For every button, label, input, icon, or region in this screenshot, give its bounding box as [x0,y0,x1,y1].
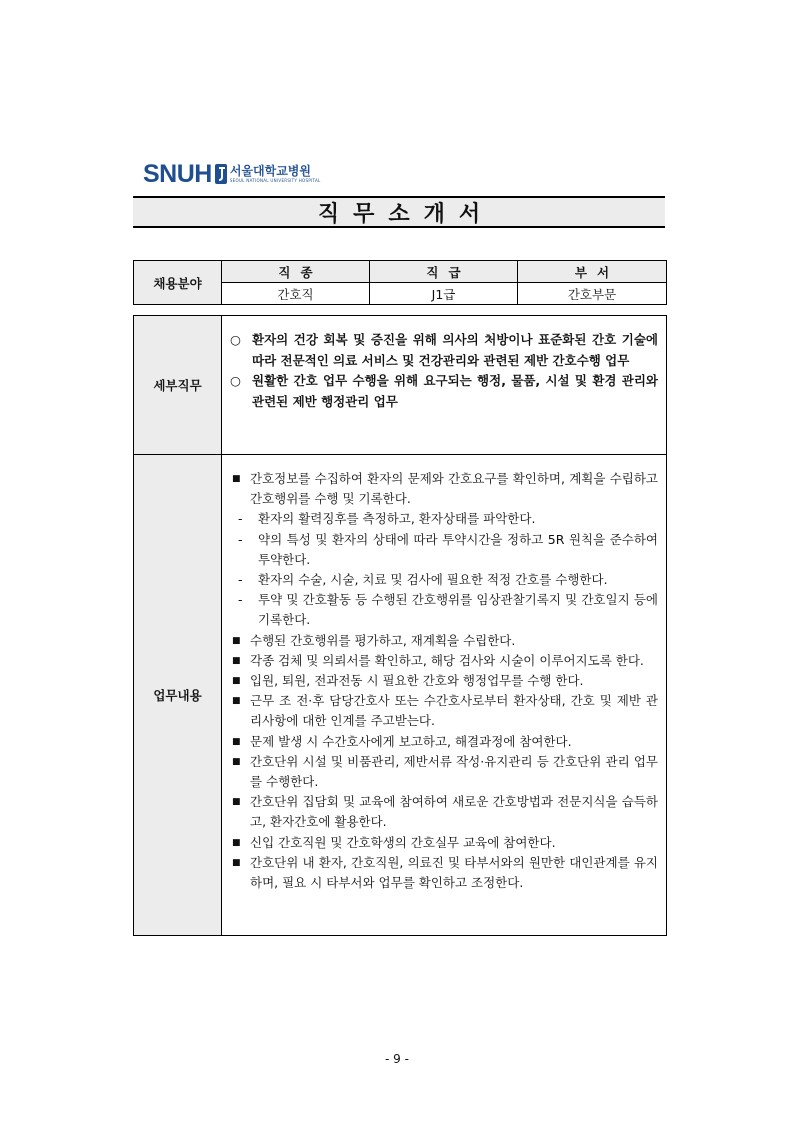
work-item [230,631,658,651]
work-subitem [230,570,658,590]
duty-item [230,371,658,412]
work-item [230,671,658,691]
work-subitem [230,509,658,529]
work-subitem-text: 환자의 활력징후를 측정하고, 환자상태를 파악한다. [258,511,536,527]
page-number: - 9 - [385,1052,409,1066]
square-bullet-icon: ■ [232,635,241,646]
recruitment-field-label: 채용분야 [134,261,222,305]
work-subitem-text: 약의 특성 및 환자의 상태에 따라 투약시간을 정하고 5R 원칙을 준수하여 투약한다. [258,531,658,567]
department-header: 부서 [518,261,667,283]
work-item [230,691,658,731]
work-item-text: 입원, 퇴원, 전과전동 시 필요한 간호와 행정업무를 수행 한다. [250,673,584,689]
square-bullet-icon: ■ [232,736,241,747]
summary-header-row [134,261,667,283]
recruitment-summary-table [133,260,667,305]
work-item [230,732,658,752]
dash-marker: - [238,592,243,608]
detail-duty-label: 세부직무 [134,316,222,455]
document-title-band [133,196,665,228]
work-item-text: 신입 간호직원 및 간호학생의 간호실무 교육에 참여한다. [250,834,556,850]
work-item-text: 각종 검체 및 의뢰서를 확인하고, 해당 검사와 시술이 이루어지도록 한다. [250,652,644,668]
work-content-list [222,455,667,936]
work-item-text: 문제 발생 시 수간호사에게 보고하고, 해결과정에 참여한다. [250,733,572,749]
logo-brand: SNUH [143,160,212,188]
work-subitem-text: 투약 및 간호활동 등 수행된 간호행위를 임상관찰기록지 및 간호일지 등에 기록한다. [258,592,658,628]
square-bullet-icon: ■ [232,696,241,707]
department-value: 간호부문 [518,283,667,305]
square-bullet-icon: ■ [232,837,241,848]
duty-item-text: 환자의 건강 회복 및 증진을 위해 의사의 처방이나 표준화된 간호 기술에 따라 전문적인 의료 서비스 및 건강관리와 관련된 제반 간호수행 업무 [252,332,658,368]
work-subitem [230,530,658,570]
work-item [230,792,658,832]
job-type-header: 직종 [222,261,370,283]
duty-item [230,330,658,371]
job-grade-value: J1급 [370,283,518,305]
work-item-text: 간호단위 내 환자, 간호직원, 의료진 및 타부서와의 원만한 대인관계를 유지하며, 필요 시 타부서와 업무를 확인하고 조정한다. [250,854,658,891]
work-item-text: 근무 조 전·후 담당간호사 또는 수간호사로부터 환자상태, 간호 및 제반 관리사항에 대한 인계를 주고받는다. [250,693,658,729]
job-grade-header: 직급 [370,261,518,283]
detail-duty-row [134,316,667,455]
work-item-text: 간호정보를 수집하여 환자의 문제와 간호요구를 확인하며, 계획을 수립하고 간호행위를 수행 및 기록한다. [250,471,658,507]
dash-marker: - [238,531,243,547]
square-bullet-icon: ■ [232,797,241,808]
work-item-text: 간호단위 시설 및 비품관리, 제반서류 작성·유지관리 등 간호단위 관리 업무를 수행한다. [250,753,658,790]
work-item [230,469,658,509]
work-content-row [134,455,667,936]
work-item [230,853,658,893]
square-bullet-icon: ■ [232,474,241,484]
work-item-text: 수행된 간호행위를 평가하고, 재계획을 수립한다. [250,632,516,648]
document-title: 직무소개서 [317,201,495,227]
work-subitem-text: 환자의 수술, 시술, 치료 및 검사에 필요한 적정 간호를 수행한다. [258,572,608,588]
work-item [230,651,658,671]
logo-english-name: SEOUL NATIONAL UNIVERSITY HOSPITAL [229,178,321,183]
work-item [230,752,658,792]
logo-emblem-icon [215,164,227,184]
hospital-logo [143,157,321,187]
logo-korean-name: 서울대학교병원 [229,164,311,178]
job-type-value: 간호직 [222,283,370,305]
dash-marker: - [238,511,243,527]
dash-marker: - [238,572,243,588]
work-item [230,833,658,853]
circle-bullet-icon: ○ [230,373,241,388]
job-detail-table [133,315,667,936]
square-bullet-icon: ■ [232,756,241,767]
work-content-label: 업무내용 [134,455,222,936]
detail-duty-content [222,316,667,455]
square-bullet-icon: ■ [232,857,241,868]
work-item-text: 간호단위 집담회 및 교육에 참여하여 새로운 간호방법과 전문지식을 습득하고, 환자간호에 활용한다. [250,794,658,830]
duty-item-text: 원활한 간호 업무 수행을 위해 요구되는 행정, 물품, 시설 및 환경 관리와 관련된 제반 행정관리 업무 [252,373,658,409]
circle-bullet-icon: ○ [230,332,241,347]
square-bullet-icon: ■ [232,676,241,687]
square-bullet-icon: ■ [232,655,241,666]
work-subitem [230,590,658,630]
